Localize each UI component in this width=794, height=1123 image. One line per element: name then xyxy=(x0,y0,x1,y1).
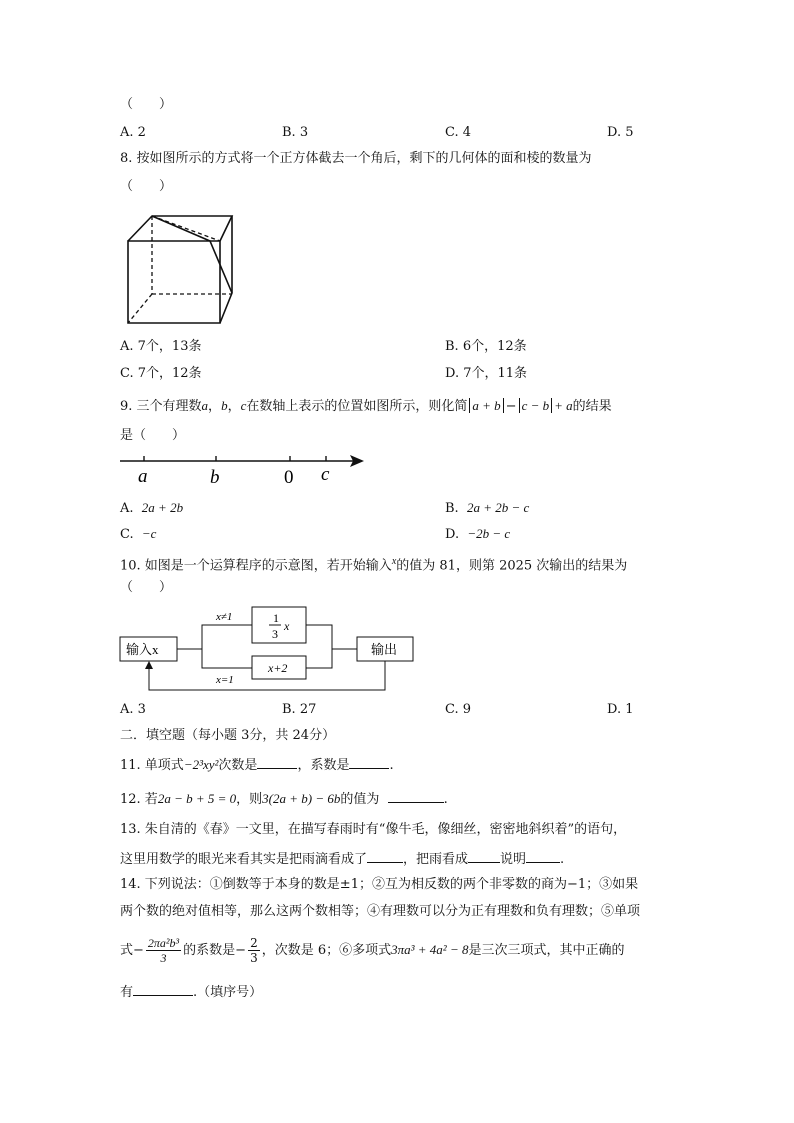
q8-paren: （ ） xyxy=(120,179,173,194)
q14-monomial-fraction: $\frac{\text{2πa²b³}}{3}$ xyxy=(147,936,180,965)
q9-option-d: D. −2b − c xyxy=(445,526,511,542)
q10-option-a: A. 3 xyxy=(120,702,146,717)
q12-blank[interactable] xyxy=(388,790,444,803)
q9-abs-2: c − b xyxy=(519,398,553,413)
section-fill-in-title: 二．填空题（每小题 3分，共 24分） xyxy=(120,728,336,743)
q11-blank-degree[interactable] xyxy=(257,756,297,769)
cond-top: x≠1 xyxy=(216,611,233,623)
q9-option-a: A. 2a + 2b xyxy=(120,500,184,516)
q14-blank[interactable] xyxy=(133,983,193,996)
q8-option-a: A. 7个，13条 xyxy=(120,339,202,354)
label-zero: 0 xyxy=(284,467,294,488)
program-flow-diagram xyxy=(118,604,418,696)
q7-paren: （ ） xyxy=(120,97,173,112)
label-a: a xyxy=(138,466,148,487)
q11: 11. 单项式−2³xy²次数是 ，系数是 . xyxy=(120,757,394,773)
q9-stem: 9. 三个有理数a，b，c在数轴上表示的位置如图所示，则化简 a + b − c − b + a的结果 xyxy=(120,398,612,414)
plus-two-label: x+2 xyxy=(268,661,288,675)
q9-option-c: C. −c xyxy=(120,526,157,542)
q7-option-b: B. 3 xyxy=(282,125,309,140)
q8-option-d: D. 7个，11条 xyxy=(445,366,528,381)
q14-line4: 有 .（填序号） xyxy=(120,985,263,1000)
q9-option-b: B. 2a + 2b − c xyxy=(445,500,530,516)
q8-option-c: C. 7个，12条 xyxy=(120,366,202,381)
q10-option-d: D. 1 xyxy=(607,702,634,717)
frac-den: 3 xyxy=(272,627,278,641)
q12: 12. 若2a − b + 5 = 0，则3(2a + b) − 6b的值为 . xyxy=(120,791,448,807)
q9-abs-1: a + b xyxy=(469,398,503,413)
q10-stem: 10. 如图是一个运算程序的示意图，若开始输入$^x$的值为 81，则第 2025 次输出的结果为 xyxy=(120,556,628,574)
q13-blank-2[interactable] xyxy=(468,850,500,863)
q11-blank-coefficient[interactable] xyxy=(349,756,389,769)
cond-bottom: x=1 xyxy=(216,674,234,686)
frac-var: x xyxy=(284,619,290,633)
truncated-cube-figure xyxy=(122,208,242,330)
q8-option-b: B. 6个，12条 xyxy=(445,339,527,354)
q13-line2: 这里用数学的眼光来看其实是把雨滴看成了 ，把雨看成 说明 . xyxy=(120,852,565,867)
q7-option-d: D. 5 xyxy=(607,125,634,140)
q13-blank-1[interactable] xyxy=(367,850,403,863)
q14-line3: 式− $\frac{\text{2πa²b³}}{3}$ 的系数是− $\frac{2}{3}$ ，次数是 6；⑥多项式3πa³ + 4a² − 8是三次三项式，其中正确的 xyxy=(120,936,625,965)
q7-option-c: C. 4 xyxy=(445,125,472,140)
q9-stem-line2: 是（ ） xyxy=(120,428,186,443)
q10-option-b: B. 27 xyxy=(282,702,317,717)
output-label: 输出 xyxy=(371,642,398,657)
input-label: 输入x xyxy=(126,642,159,657)
number-line xyxy=(118,450,368,490)
label-b: b xyxy=(210,467,220,488)
q13-blank-3[interactable] xyxy=(526,850,560,863)
q7-option-a: A. 2 xyxy=(120,125,146,140)
q14-line2: 两个数的绝对值相等，那么这两个数相等；④有理数可以分为正有理数和负有理数；⑤单项 xyxy=(120,904,641,919)
q10-paren: （ ） xyxy=(120,580,173,595)
q14-line1: 14. 下列说法：①倒数等于本身的数是±1；②互为相反数的两个非零数的商为−1；③如果 xyxy=(120,877,639,892)
q10-option-c: C. 9 xyxy=(445,702,472,717)
q14-coefficient-fraction: $\frac{2}{3}$ xyxy=(250,936,258,965)
label-c: c xyxy=(321,464,330,485)
frac-num: 1 xyxy=(273,611,279,625)
q13-line1: 13. 朱自清的《春》一文里，在描写春雨时有“像牛毛，像细丝，密密地斜织着”的语句， xyxy=(120,822,627,837)
q8-stem: 8. 按如图所示的方式将一个正方体截去一个角后，剩下的几何体的面和棱的数量为 xyxy=(120,151,592,166)
